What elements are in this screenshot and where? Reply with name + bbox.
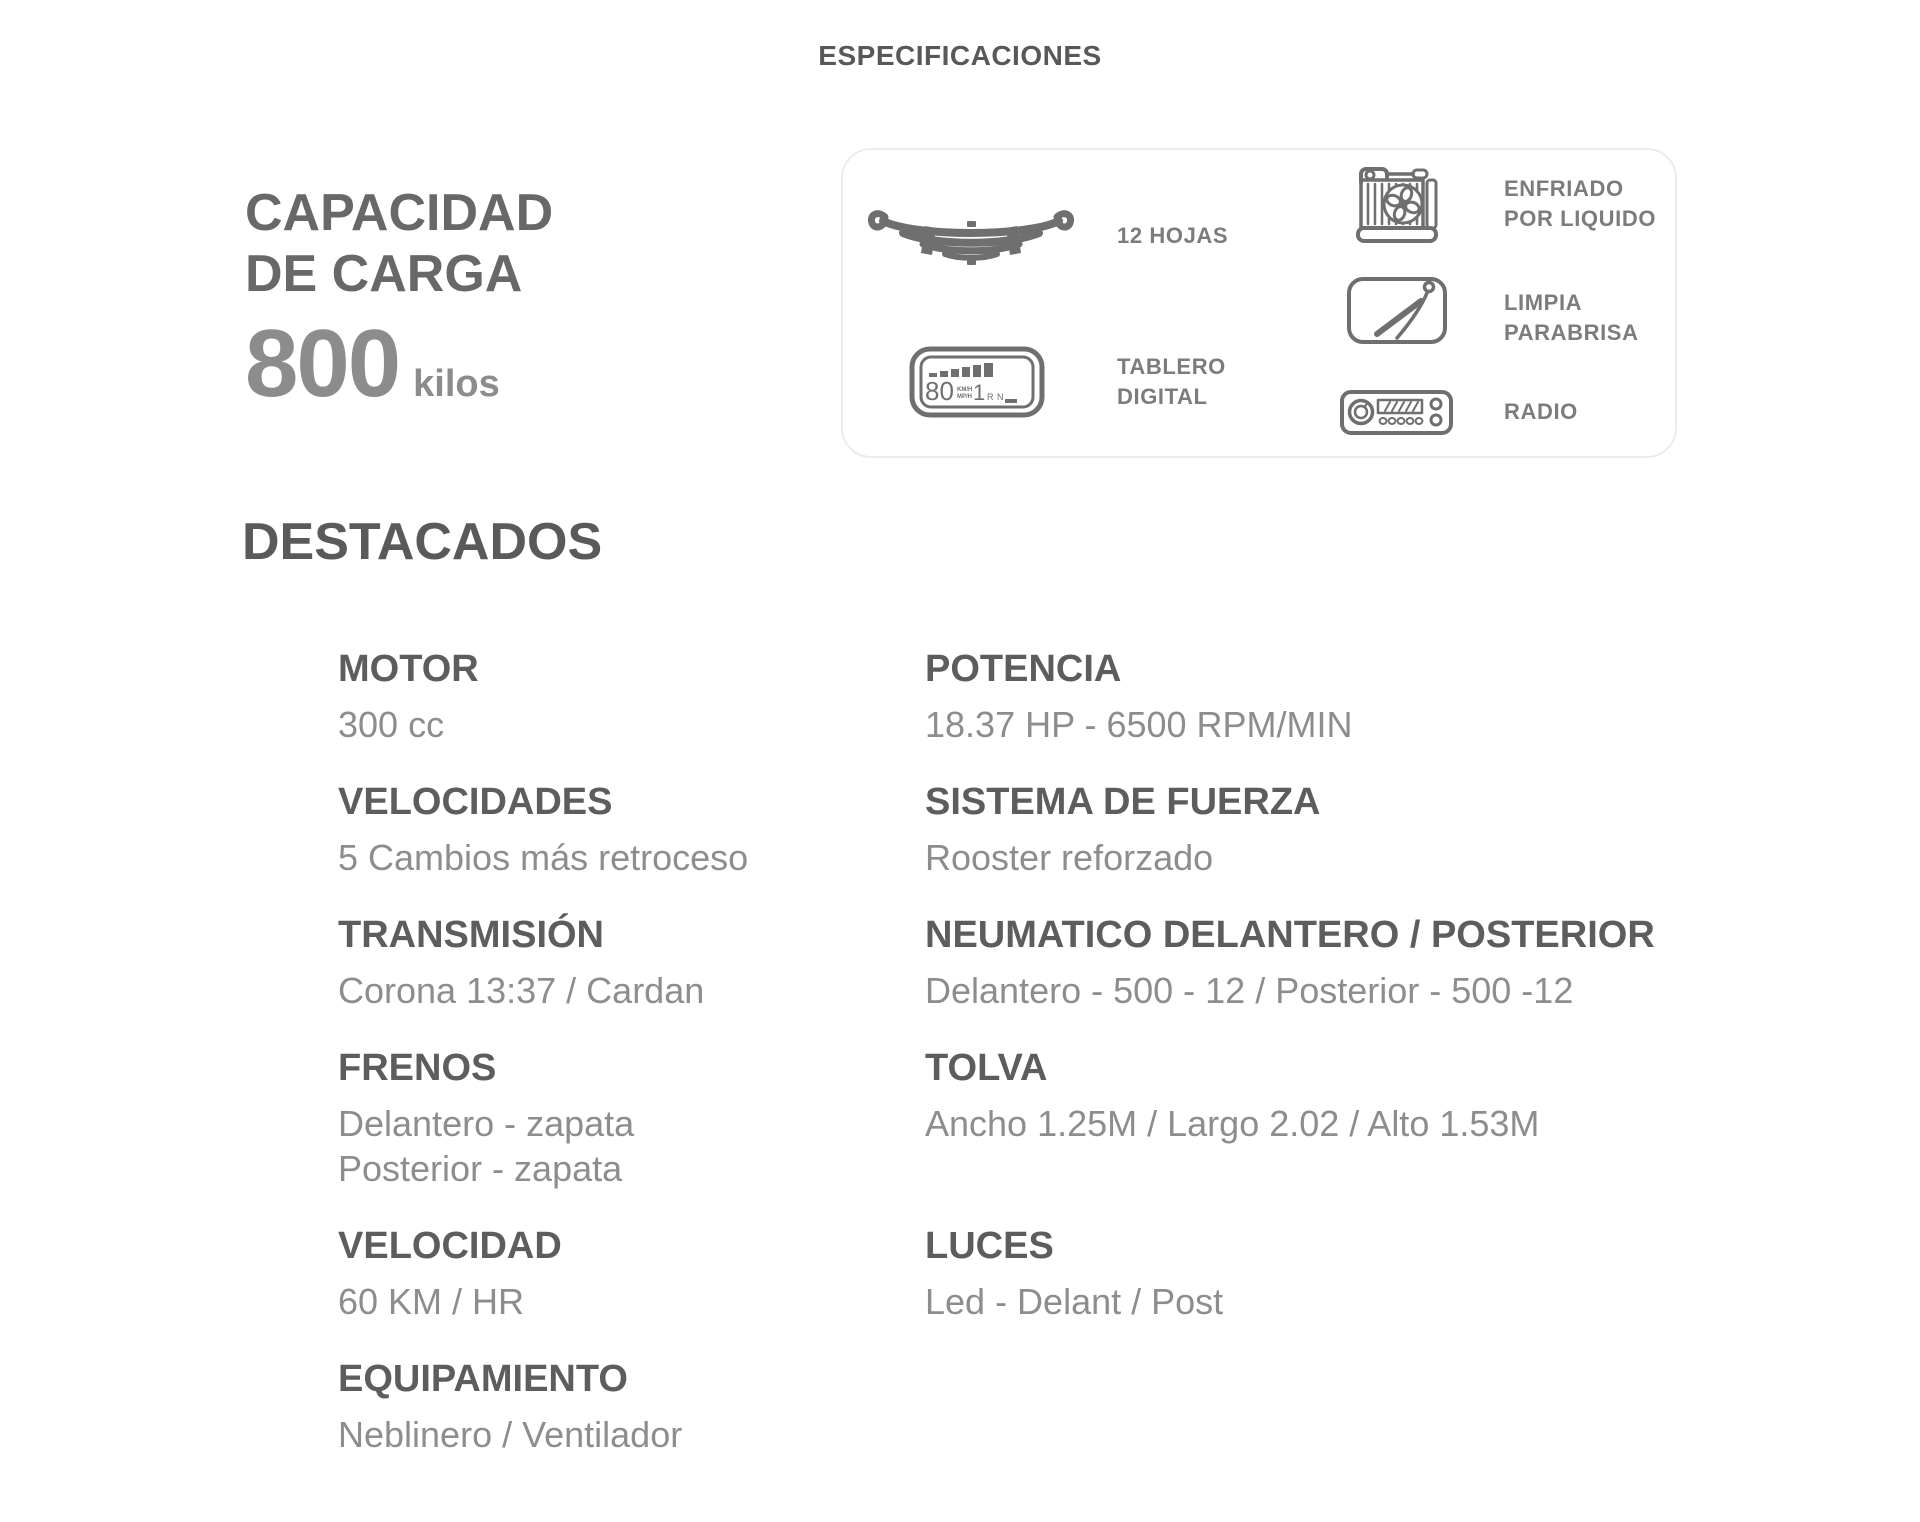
spec-heading: FRENOS [338,1047,497,1089]
spec-heading: NEUMATICO DELANTERO / POSTERIOR [925,914,1655,956]
feature-label-radio: RADIO [1504,399,1578,424]
destacados-heading: DESTACADOS [242,513,603,571]
spec-velocidades [338,779,925,880]
radiator-icon [1355,166,1439,246]
spec-heading: EQUIPAMIENTO [338,1358,628,1400]
spec-neumatico [925,912,1920,1013]
spec-heading: POTENCIA [925,648,1122,690]
spec-value: Neblinero / Ventilador [338,1414,683,1455]
spec-luces [925,1223,1920,1324]
feature-label-suspension: 12 HOJAS [1117,223,1229,248]
feature-label-wiper: LIMPIA PARABRISA [1504,290,1639,345]
capacity-heading-line1: CAPACIDAD [245,184,554,242]
feature-label-cooling: ENFRIADO POR LIQUIDO [1504,176,1657,231]
spec-tolva [925,1045,1920,1146]
capacity-value: 800 [245,310,400,417]
spec-heading: SISTEMA DE FUERZA [925,781,1321,823]
spec-frenos [338,1045,925,1191]
spec-value: Delantero - zapata [338,1103,635,1144]
spec-transmision [338,912,925,1013]
specs-grid [338,646,1920,1457]
spec-value: 18.37 HP - 6500 RPM/MIN [925,704,1353,745]
capacity-value-row [245,310,500,417]
spec-value: Posterior - zapata [338,1148,623,1189]
dashboard-mph-text: MP/H [957,394,972,400]
digital-dashboard-icon [909,346,1045,418]
spec-heading: VELOCIDAD [338,1225,562,1267]
spec-heading: TRANSMISIÓN [338,914,604,956]
spec-value: Rooster reforzado [925,837,1214,878]
dashboard-gear-text: 1 [973,380,986,405]
spec-value: Ancho 1.25M / Largo 2.02 / Alto 1.53M [925,1103,1540,1144]
features-card [841,148,1677,458]
spec-potencia [925,646,1920,747]
spec-motor [338,646,925,747]
spec-value: Led - Delant / Post [925,1281,1224,1322]
spec-equipamiento [338,1356,925,1457]
spec-value: 300 cc [338,704,445,745]
radio-icon [1340,390,1453,435]
capacity-unit: kilos [413,363,500,405]
capacity-block [245,183,553,305]
dashboard-n-text: N [997,392,1004,402]
spec-value: Delantero - 500 - 12 / Posterior - 500 -12 [925,970,1574,1011]
capacity-heading-line2: DE CARGA [245,245,523,303]
spec-heading: LUCES [925,1225,1054,1267]
spec-velocidad [338,1223,925,1324]
dashboard-speed-text: 80 [925,376,954,406]
leaf-spring-icon [867,204,1075,266]
spec-heading: MOTOR [338,648,479,690]
dashboard-r-text: R [987,392,994,402]
spec-value: 5 Cambios más retroceso [338,837,749,878]
page-title: ESPECIFICACIONES [818,40,1102,71]
spec-value: Corona 13:37 / Cardan [338,970,705,1011]
feature-label-dashboard: TABLERO DIGITAL [1117,354,1226,409]
dashboard-kmh-text: KM/H [957,387,973,393]
spec-heading: VELOCIDADES [338,781,613,823]
spec-sistema-de-fuerza [925,779,1920,880]
spec-heading: TOLVA [925,1047,1048,1089]
wiper-icon [1347,266,1447,346]
spec-value: 60 KM / HR [338,1281,525,1322]
